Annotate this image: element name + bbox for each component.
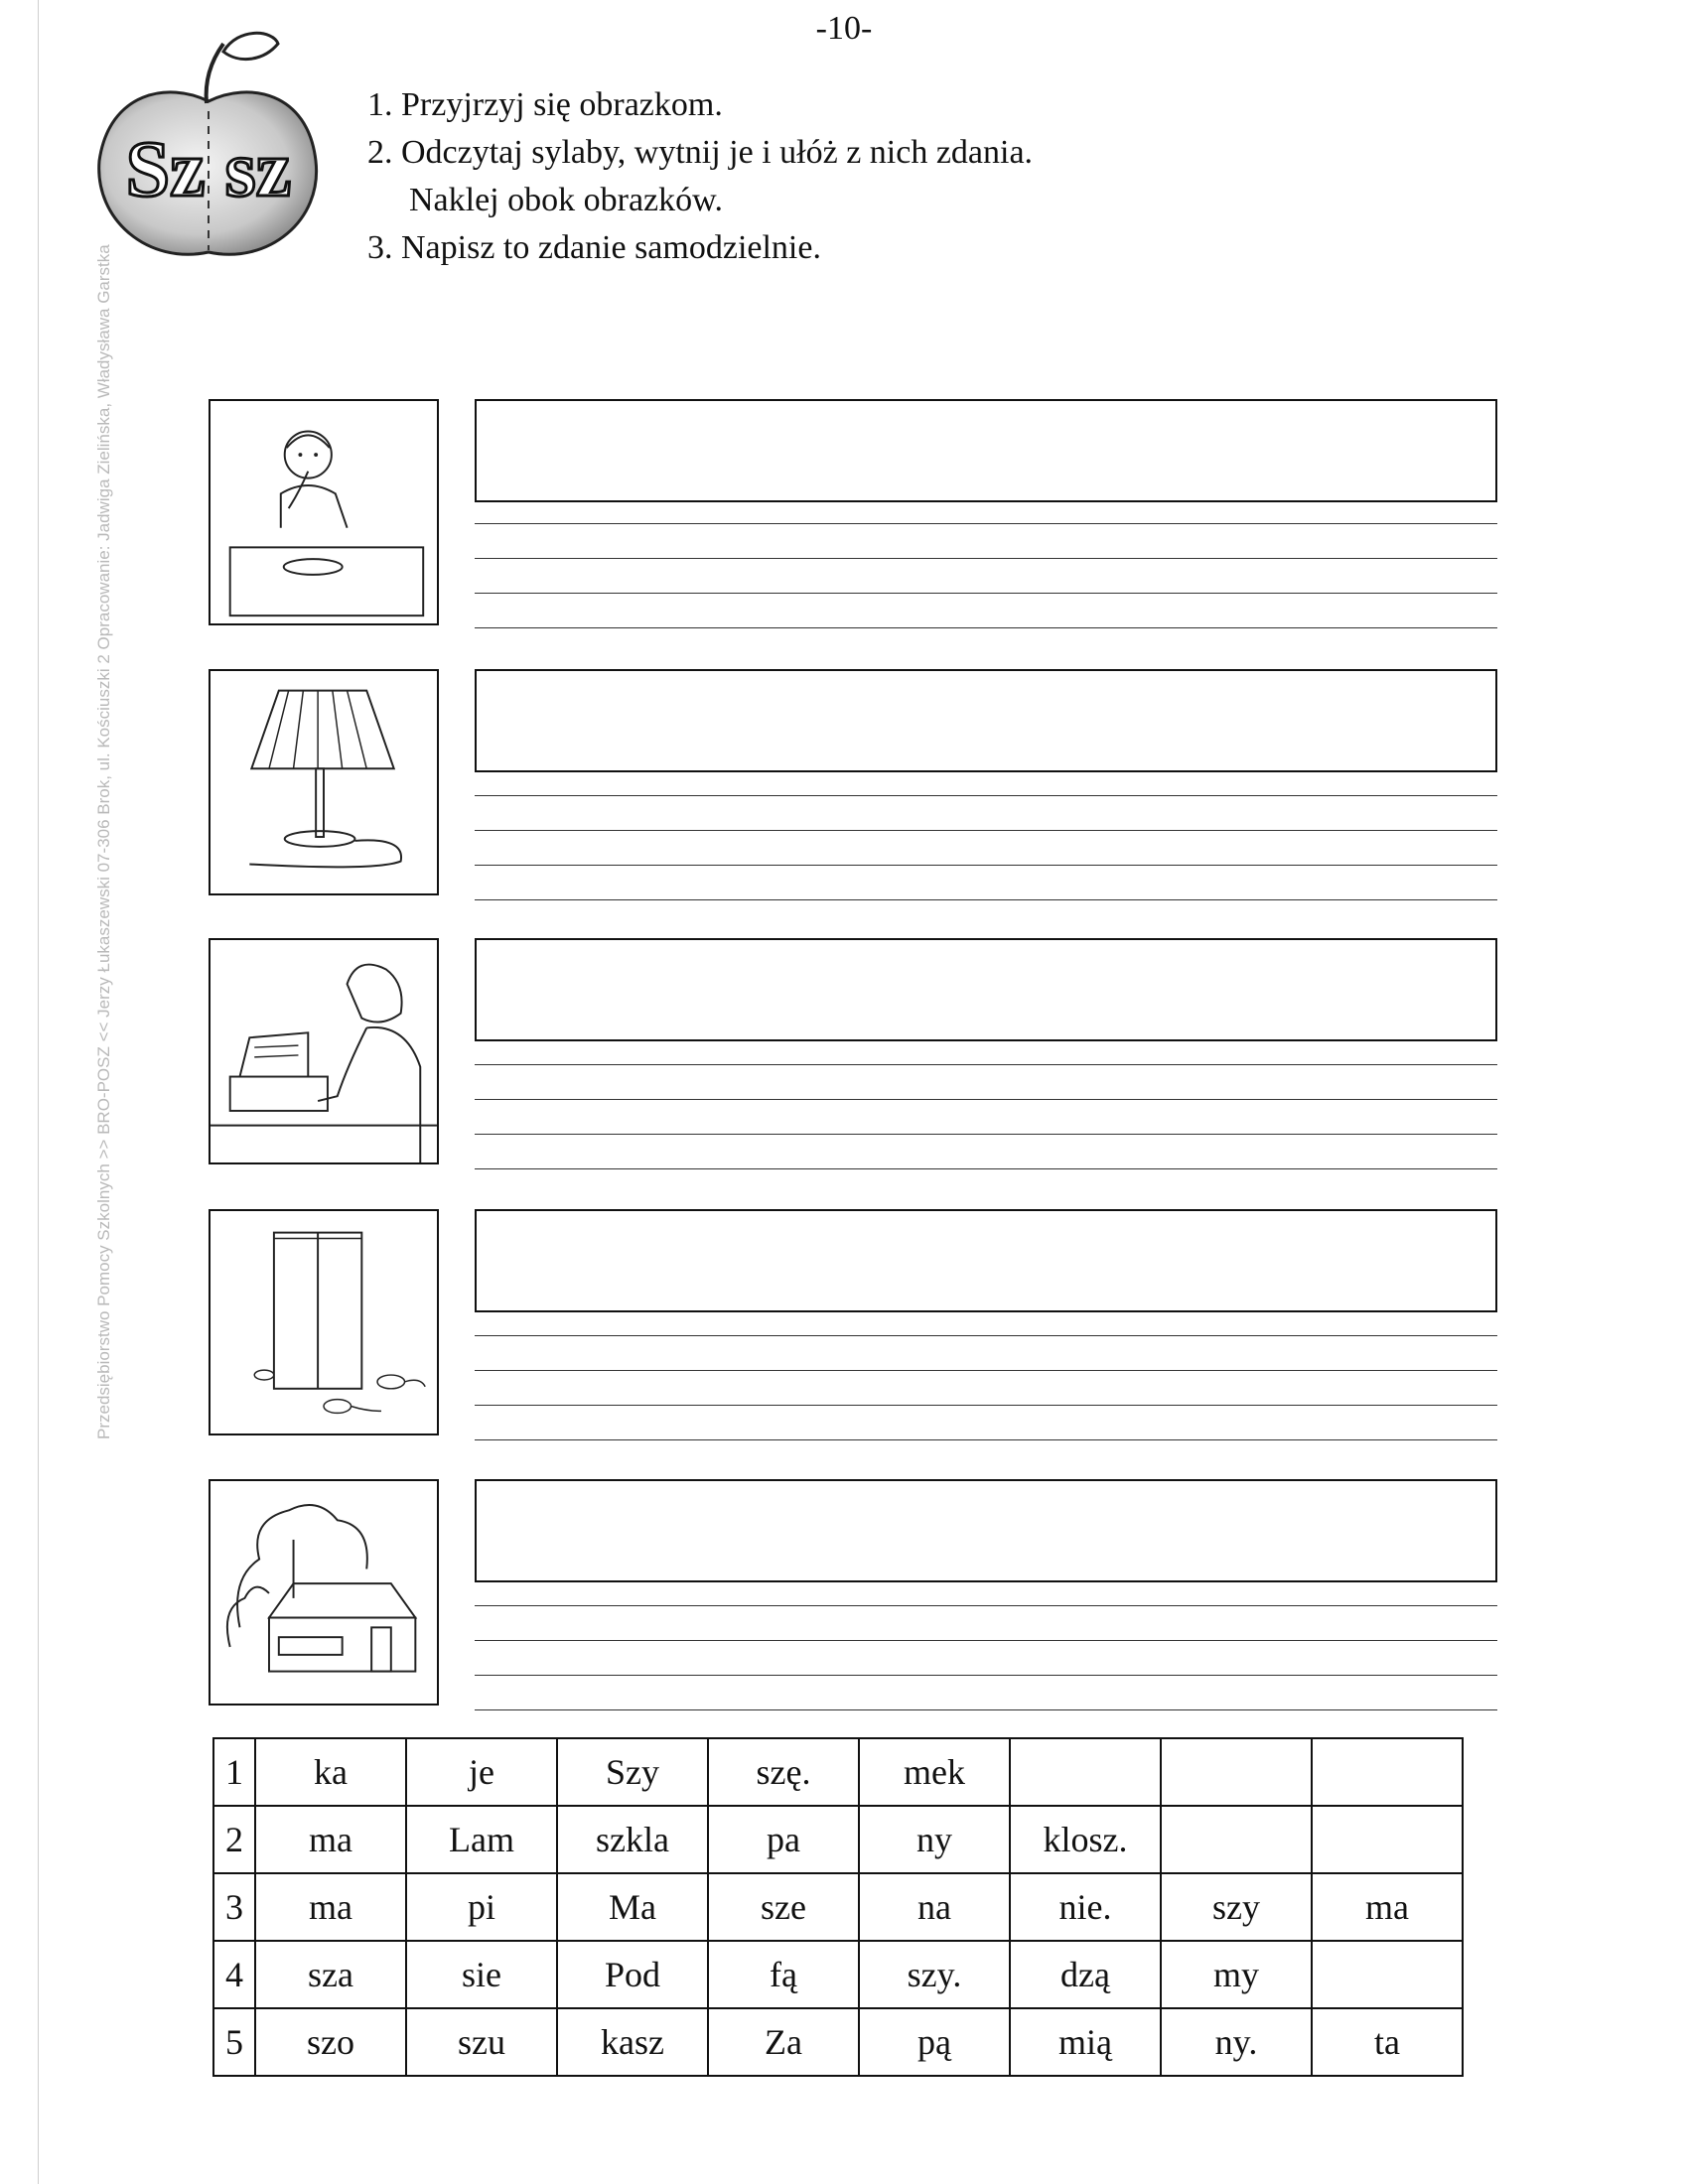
writing-line[interactable] <box>475 558 1497 559</box>
writing-line[interactable] <box>475 1640 1497 1641</box>
syllable-cell[interactable] <box>1312 1806 1463 1873</box>
wardrobe-mice-icon <box>209 1209 439 1435</box>
syllable-cell[interactable]: ny. <box>1161 2008 1312 2076</box>
syllable-cell[interactable]: Lam <box>406 1806 557 1873</box>
writing-line[interactable] <box>475 593 1497 594</box>
exercise-row-1 <box>209 399 1499 627</box>
sentence-paste-box[interactable] <box>475 938 1497 1041</box>
syllable-cell[interactable]: pa <box>708 1806 859 1873</box>
table-row <box>213 1941 1463 2008</box>
syllable-cell[interactable] <box>1312 1941 1463 2008</box>
syllable-table <box>212 1737 1464 2077</box>
sentence-paste-box[interactable] <box>475 1479 1497 1582</box>
table-row <box>213 1873 1463 1941</box>
row-number: 3 <box>213 1873 255 1941</box>
writing-line[interactable] <box>475 1675 1497 1676</box>
writing-line[interactable] <box>475 1134 1497 1135</box>
writing-line[interactable] <box>475 1335 1497 1336</box>
writing-line[interactable] <box>475 830 1497 831</box>
writing-line[interactable] <box>475 1439 1497 1440</box>
syllable-cell[interactable]: na <box>859 1873 1010 1941</box>
syllable-cell[interactable]: mek <box>859 1738 1010 1806</box>
syllable-cell[interactable]: Szy <box>557 1738 708 1806</box>
syllable-cell[interactable] <box>1010 1738 1161 1806</box>
row-number: 5 <box>213 2008 255 2076</box>
writing-line[interactable] <box>475 1370 1497 1371</box>
row-number: 4 <box>213 1941 255 2008</box>
syllable-cell[interactable]: sza <box>255 1941 406 2008</box>
syllable-cell[interactable]: ma <box>1312 1873 1463 1941</box>
syllable-cell[interactable]: ny <box>859 1806 1010 1873</box>
syllable-cell[interactable]: ma <box>255 1806 406 1873</box>
syllable-cell[interactable]: nie. <box>1010 1873 1161 1941</box>
syllable-cell[interactable]: kasz <box>557 2008 708 2076</box>
instruction-2-cont: Naklej obok obrazków. <box>409 182 723 218</box>
house-trees-icon <box>209 1479 439 1706</box>
writing-line[interactable] <box>475 1099 1497 1100</box>
sentence-paste-box[interactable] <box>475 1209 1497 1312</box>
writing-line[interactable] <box>475 627 1497 628</box>
syllable-cell[interactable] <box>1312 1738 1463 1806</box>
instructions <box>367 81 1033 272</box>
writing-line[interactable] <box>475 795 1497 796</box>
table-row <box>213 1738 1463 1806</box>
page-number: -10- <box>815 10 873 47</box>
table-row <box>213 1806 1463 1873</box>
syllable-cell[interactable]: Pod <box>557 1941 708 2008</box>
syllable-cell[interactable]: mią <box>1010 2008 1161 2076</box>
exercise-row-2 <box>209 669 1499 897</box>
writing-line[interactable] <box>475 523 1497 524</box>
writing-line[interactable] <box>475 1064 1497 1065</box>
instruction-1: 1. Przyjrzyj się obrazkom. <box>367 86 723 123</box>
row-number: 1 <box>213 1738 255 1806</box>
syllable-cell[interactable]: szę. <box>708 1738 859 1806</box>
writing-line[interactable] <box>475 899 1497 900</box>
syllable-cell[interactable]: pi <box>406 1873 557 1941</box>
syllable-cell[interactable]: Za <box>708 2008 859 2076</box>
logo-letters: Sz sz <box>125 126 292 213</box>
syllable-cell[interactable]: pą <box>859 2008 1010 2076</box>
instruction-2: 2. Odczytaj sylaby, wytnij je i ułóż z nich zdania. <box>367 134 1034 171</box>
side-credit: Przedsiębiorstwo Pomocy Szkolnych >> BRO-POSZ << Jerzy Łukaszewski 07-306 Brok, ul. Kościuszki 2 Opracowanie: Jadwiga Zielińska, Władysława Garstka <box>94 244 113 1439</box>
syllable-cell[interactable]: sze <box>708 1873 859 1941</box>
table-row <box>213 2008 1463 2076</box>
syllable-cell[interactable]: szy. <box>859 1941 1010 2008</box>
lamp-icon <box>209 669 439 895</box>
writing-line[interactable] <box>475 1709 1497 1710</box>
syllable-cell[interactable]: szkla <box>557 1806 708 1873</box>
exercise-row-4 <box>209 1209 1499 1437</box>
writing-line[interactable] <box>475 1168 1497 1169</box>
syllable-cell[interactable]: ta <box>1312 2008 1463 2076</box>
syllable-cell[interactable]: sie <box>406 1941 557 2008</box>
syllable-cell[interactable]: szo <box>255 2008 406 2076</box>
syllable-cell[interactable]: my <box>1161 1941 1312 2008</box>
syllable-cell[interactable]: szy <box>1161 1873 1312 1941</box>
syllable-cell[interactable] <box>1161 1806 1312 1873</box>
page-margin-line <box>38 0 39 2184</box>
syllable-cell[interactable]: fą <box>708 1941 859 2008</box>
writing-line[interactable] <box>475 1605 1497 1606</box>
syllable-cell[interactable] <box>1161 1738 1312 1806</box>
row-number: 2 <box>213 1806 255 1873</box>
child-eating-icon <box>209 399 439 625</box>
syllable-cell[interactable]: ka <box>255 1738 406 1806</box>
writing-line[interactable] <box>475 1405 1497 1406</box>
syllable-cell[interactable]: klosz. <box>1010 1806 1161 1873</box>
syllable-cell[interactable]: ma <box>255 1873 406 1941</box>
syllable-cell[interactable]: dzą <box>1010 1941 1161 2008</box>
exercise-row-5 <box>209 1479 1499 1707</box>
exercise-row-3 <box>209 938 1499 1166</box>
syllable-cell[interactable]: je <box>406 1738 557 1806</box>
instruction-3: 3. Napisz to zdanie samodzielnie. <box>367 229 821 266</box>
writing-line[interactable] <box>475 865 1497 866</box>
woman-typewriter-icon <box>209 938 439 1164</box>
syllable-cell[interactable]: Ma <box>557 1873 708 1941</box>
sentence-paste-box[interactable] <box>475 399 1497 502</box>
sentence-paste-box[interactable] <box>475 669 1497 772</box>
syllable-cell[interactable]: szu <box>406 2008 557 2076</box>
apple-logo <box>79 22 338 280</box>
